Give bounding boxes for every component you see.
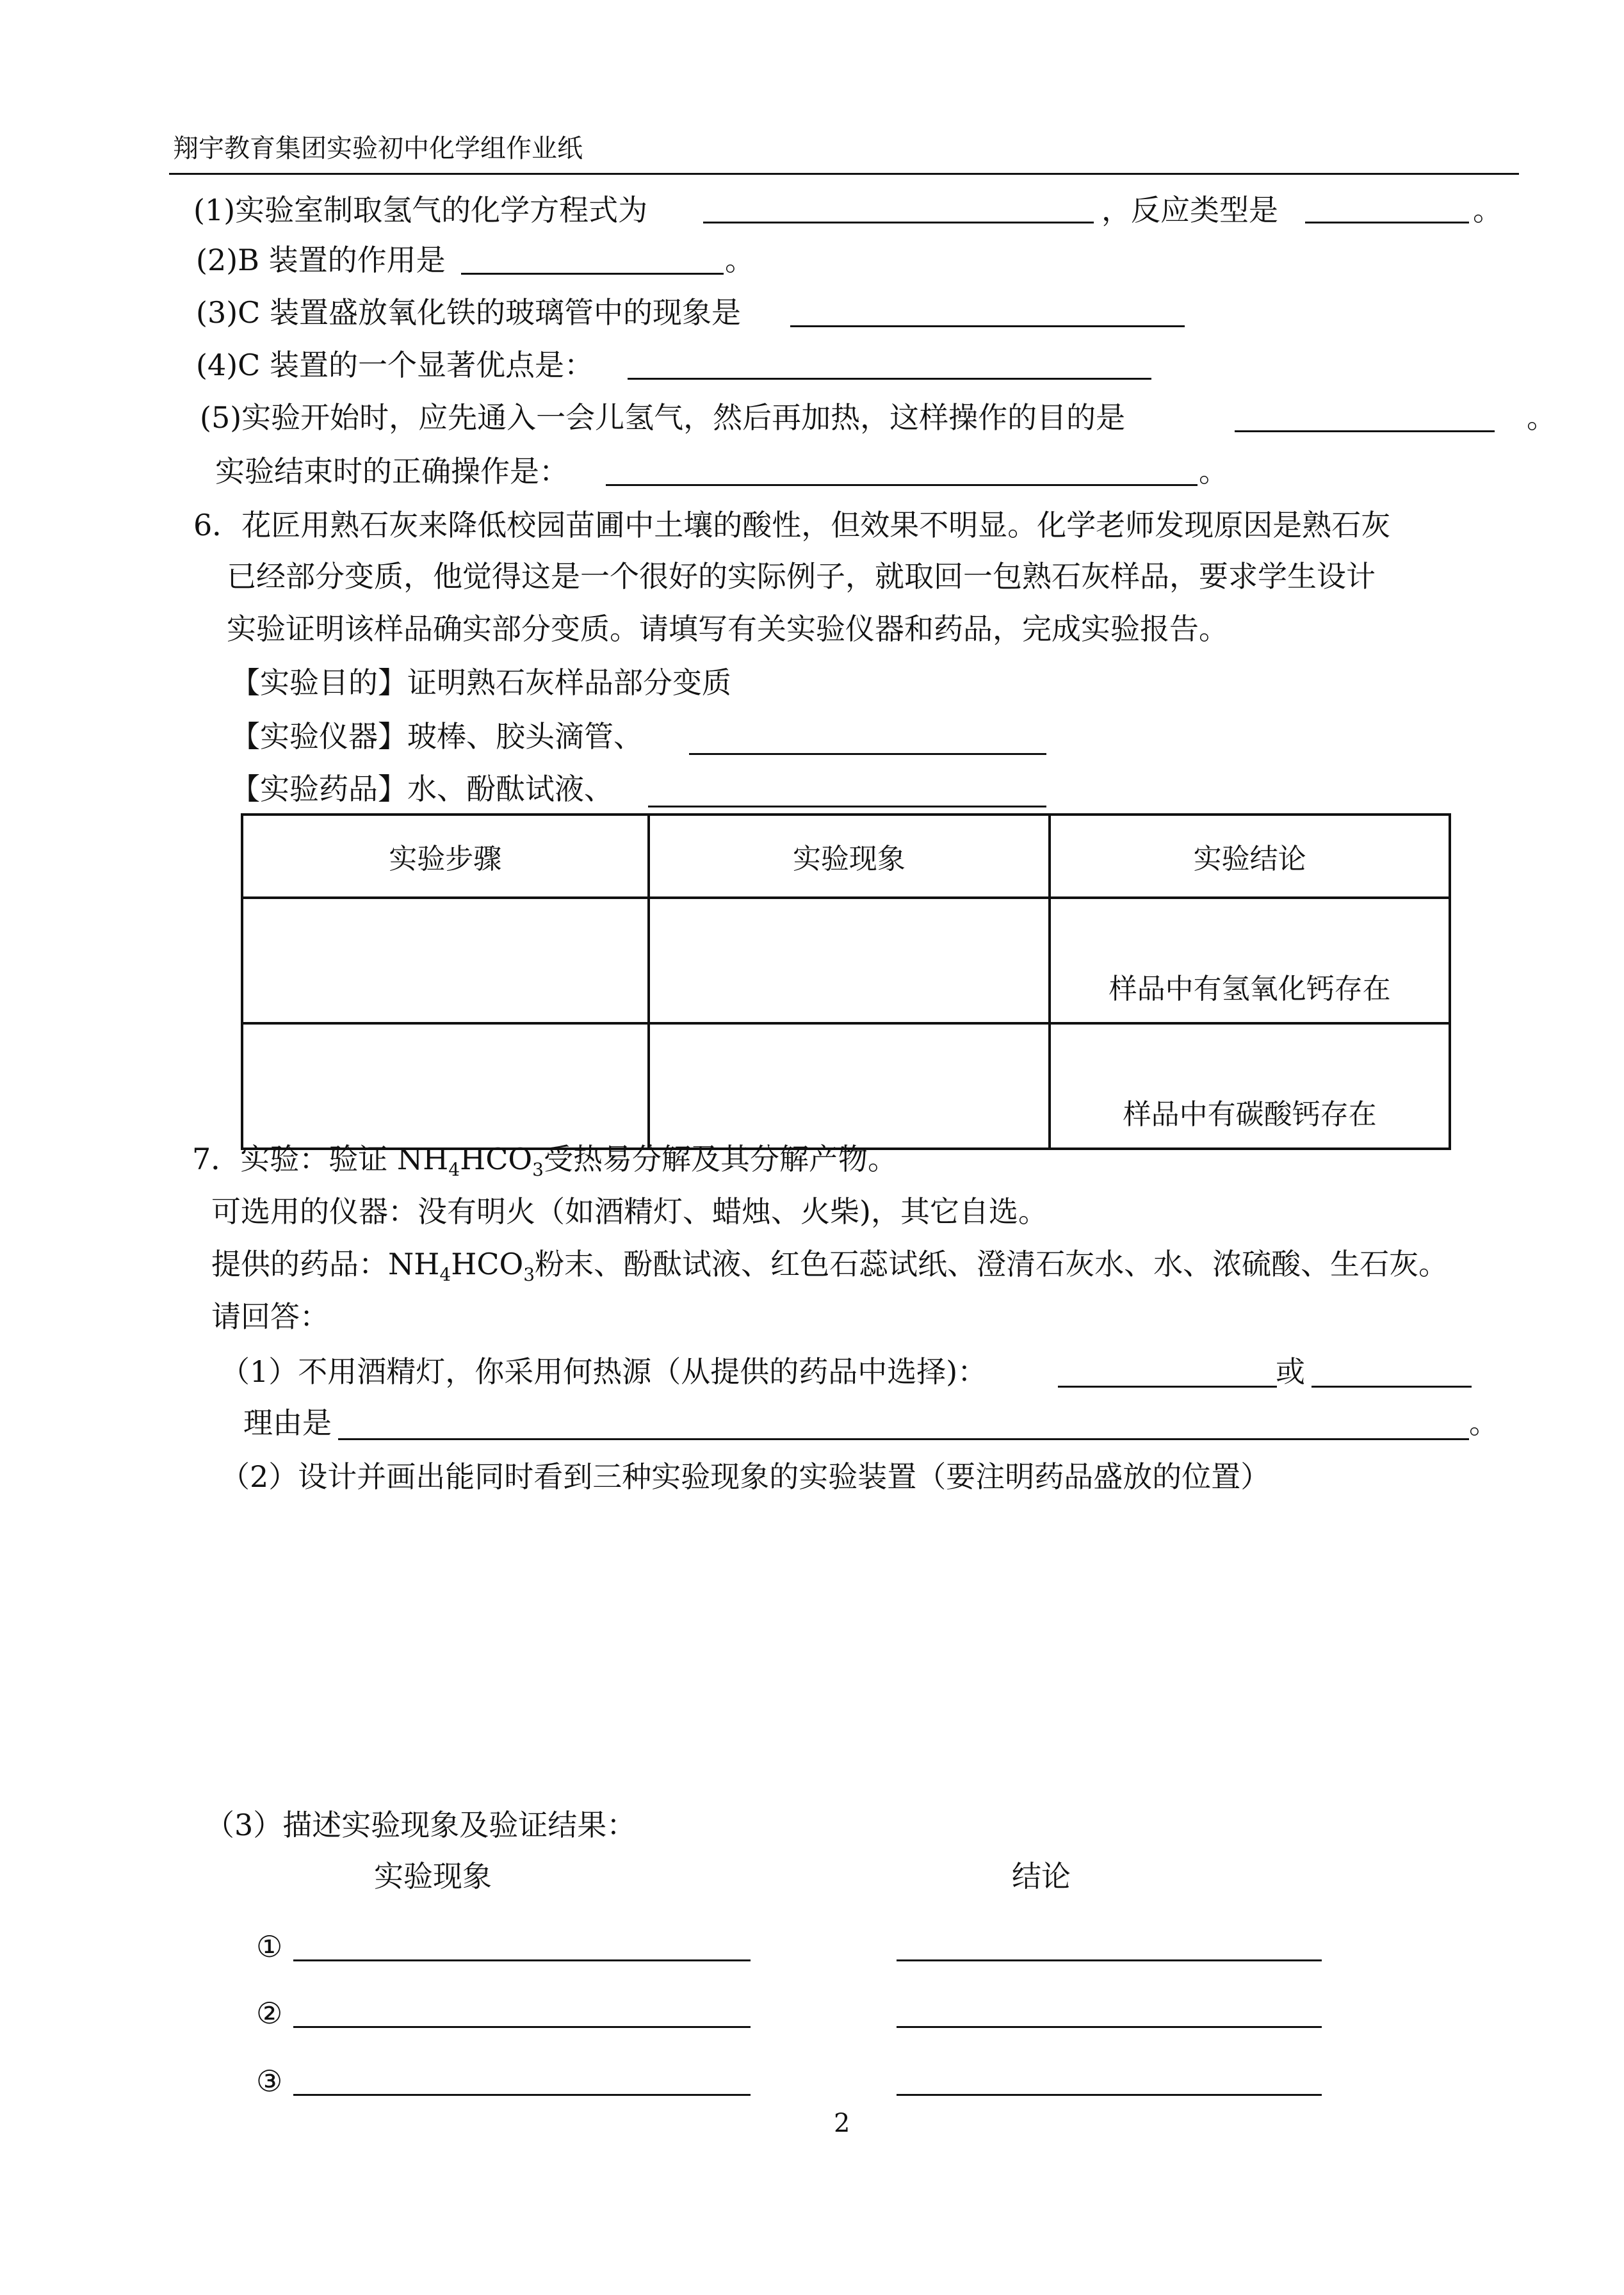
row2-conclusion-cell: 样品中有碳酸钙存在 [1050,1023,1450,1149]
conclusion-2-blank[interactable] [897,2026,1322,2028]
q5-item1-equation-blank[interactable] [703,222,1094,223]
q7-line1-sub2: 3 [532,1159,544,1181]
marker-1: ① [256,1929,283,1964]
phenomenon-2-blank[interactable] [293,2026,751,2028]
q5-item2-end: 。 [725,243,754,277]
q5-item1-reaction-type-blank[interactable] [1305,222,1469,223]
marker-3: ③ [256,2064,283,2098]
q7-line1-sub1: 4 [448,1159,460,1181]
row2-phenomenon-cell[interactable] [649,1023,1050,1149]
q7-reagents-part-a: 提供的药品：NH [211,1247,440,1281]
marker-2: ② [256,1996,283,2031]
q6-instruments: 【实验仪器】玻棒、胶头滴管、 [231,719,643,754]
q7-reagents [211,1245,1448,1294]
row1-conclusion-cell: 样品中有氢氧化钙存在 [1050,898,1450,1023]
q7-line1-part-a: 7．实验：验证 NH [192,1142,449,1176]
page-header-title: 翔宇教育集团实验初中化学组作业纸 [173,134,583,163]
q5-item1-text: (1)实验室制取氢气的化学方程式为 [193,193,648,227]
q7-sub1-blank-b[interactable] [1311,1386,1472,1388]
phenomenon-3-blank[interactable] [293,2094,751,2096]
col-conclusion-label: 结论 [1012,1859,1071,1894]
experiment-report-table [241,813,1451,1150]
q5-item2-text: (2)B 装置的作用是 [196,243,446,277]
conclusion-3-blank[interactable] [897,2094,1322,2096]
q5-item5b-text: 实验结束时的正确操作是： [215,454,569,489]
q7-reagents-part-b: HCO [451,1247,524,1281]
header-steps: 实验步骤 [242,815,649,898]
q7-sub1-reason-end: 。 [1469,1406,1498,1440]
q5-item1-reaction-type-label: ，反应类型是 [1101,193,1278,227]
q6-purpose: 【实验目的】证明熟石灰样品部分变质 [231,665,731,700]
q7-sub1-reason-label: 理由是 [243,1406,332,1440]
q5-item5-end: 。 [1527,400,1556,435]
q7-line1 [192,1140,897,1189]
q7-sub3-text: （3）描述实验现象及验证结果： [205,1808,637,1842]
header-conclusion: 实验结论 [1050,815,1450,898]
table-row [242,898,1450,1023]
q5-item5b-end: 。 [1199,454,1228,489]
q5-item4-blank[interactable] [628,378,1151,380]
q6-reagents-blank[interactable] [648,806,1046,807]
q5-item4-text: (4)C 装置的一个显著优点是： [196,348,594,382]
q7-sub1-blank-a[interactable] [1058,1386,1277,1388]
apparatus-drawing-area[interactable] [211,1511,1479,1780]
conclusion-1-blank[interactable] [897,1959,1322,1961]
q6-instruments-blank[interactable] [689,753,1046,755]
q6-line3: 实验证明该样品确实部分变质。请填写有关实验仪器和药品，完成实验报告。 [227,612,1228,646]
row2-steps-cell[interactable] [242,1023,649,1149]
q5-item2-blank[interactable] [461,273,724,275]
q6-reagents: 【实验药品】水、酚酞试液、 [231,772,613,806]
q7-sub1-or: 或 [1276,1354,1305,1389]
q5-item5b-blank[interactable] [606,484,1198,486]
col-phenomenon-label: 实验现象 [374,1859,492,1894]
header-phenomenon: 实验现象 [649,815,1050,898]
phenomenon-1-blank[interactable] [293,1959,751,1961]
q7-line1-part-c: 受热易分解及其分解产物。 [543,1142,897,1176]
q7-reagents-sub1: 4 [439,1264,451,1286]
q5-item3-text: (3)C 装置盛放氧化铁的玻璃管中的现象是 [196,295,741,330]
q5-item5-text: (5)实验开始时，应先通入一会儿氢气，然后再加热，这样操作的目的是 [200,400,1126,435]
q7-line1-part-b: HCO [460,1142,533,1176]
q6-line2: 已经部分变质，他觉得这是一个很好的实际例子，就取回一包熟石灰样品，要求学生设计 [227,559,1376,594]
q7-sub1-text: （1）不用酒精灯，你采用何热源（从提供的药品中选择)： [220,1354,987,1389]
row1-phenomenon-cell[interactable] [649,898,1050,1023]
q5-item3-blank[interactable] [790,325,1185,327]
q7-reagents-part-c: 粉末、酚酞试液、红色石蕊试纸、澄清石灰水、水、浓硫酸、生石灰。 [535,1247,1449,1281]
q5-item1-end: 。 [1473,193,1502,227]
q7-instruments: 可选用的仪器：没有明火（如酒精灯、蜡烛、火柴)，其它自选。 [211,1194,1048,1229]
row1-steps-cell[interactable] [242,898,649,1023]
q7-reagents-sub2: 3 [523,1264,535,1286]
page-number: 2 [834,2109,850,2138]
q6-line1: 6．花匠用熟石灰来降低校园苗圃中土壤的酸性，但效果不明显。化学老师发现原因是熟石灰 [193,508,1391,542]
q7-answer-prompt: 请回答： [211,1299,329,1334]
table-row [242,1023,1450,1149]
header-rule [169,173,1519,175]
q7-sub1-reason-blank[interactable] [338,1438,1469,1440]
table-header-row [242,815,1450,898]
q7-sub2-text: （2）设计并画出能同时看到三种实验现象的实验装置（要注明药品盛放的位置） [220,1459,1271,1494]
q5-item5-blank[interactable] [1235,430,1495,432]
